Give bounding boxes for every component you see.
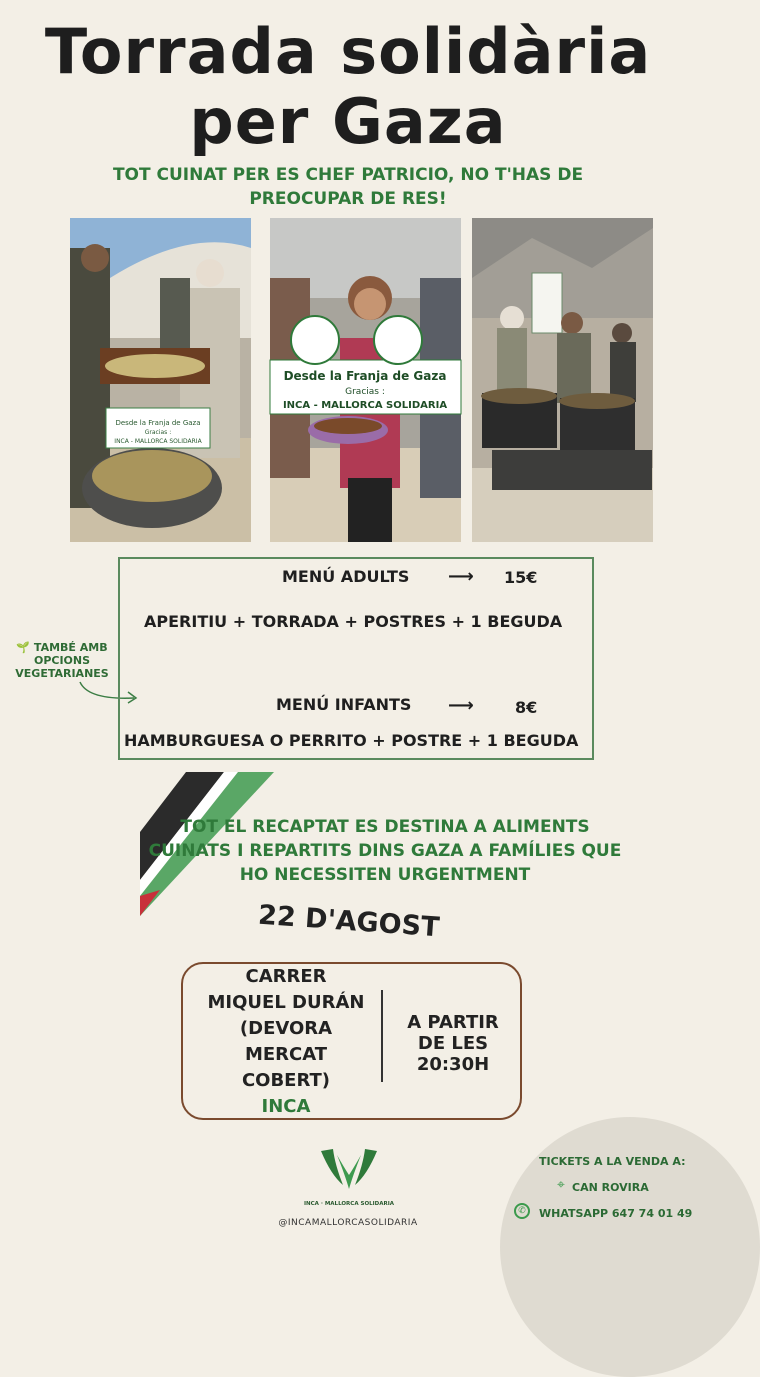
photo-pots [472,218,653,542]
address-line-1: CARRER [245,966,327,987]
photo1-sign-line1: Desde la Franja de Gaza [115,419,201,427]
tickets-heading: TICKETS A LA VENDA A: [539,1155,686,1168]
menu-adults-items: APERITIU + TORRADA + POSTRES + 1 BEGUDA [144,612,563,631]
address-line-4: MERCAT [244,1044,328,1065]
menu-kids-items: HAMBURGUESA O PERRITO + POSTRE + 1 BEGUDA [124,731,579,750]
menu-kids-price: 8€ [515,698,538,717]
tickets-whatsapp: WHATSAPP 647 74 01 49 [539,1207,693,1220]
location-pin-icon: ⌖ [557,1177,565,1193]
logo-text: INCA · MALLORCA SOLIDARIA [303,1201,395,1207]
photo2-sign-line2: Gracias : [345,387,385,397]
info-text: TOT EL RECAPTAT ES DESTINA A ALIMENTS CUINATS I REPARTITS DINS GAZA A FAMÍLIES QUE HO NECESSITEN URGENTMENT [148,817,622,885]
photo2-sign-line1: Desde la Franja de Gaza [283,369,447,383]
title-line-2: per Gaza [189,85,507,158]
title-line-1: Torrada solidària [44,15,652,88]
event-time [393,1012,513,1075]
photo1-sign-line2: Gracias : [144,429,172,436]
tickets-place: CAN ROVIRA [572,1181,649,1194]
menu-box [118,557,594,760]
vegetarian-note: 🌱 TAMBÉ AMB OPCIONS VEGETARIANES [15,641,109,680]
time-line-3: 20:30H [416,1054,490,1075]
photo1-sign-line3: INCA - MALLORCA SOLIDARIA [114,438,202,445]
address-line-2: MIQUEL DURÁN [207,992,365,1013]
time-line-1: A PARTIR [407,1012,499,1033]
location-address [190,964,382,1120]
location-divider [381,990,383,1082]
menu-adults-label: MENÚ ADULTS [282,567,410,586]
menu-adults-price: 15€ [504,568,538,587]
address-line-3: (DEVORA [239,1018,333,1039]
whatsapp-icon: ✆ [514,1203,530,1219]
time-line-2: DE LES [417,1033,489,1054]
arrow-right-icon: ⟶ [448,695,474,716]
menu-kids-label: MENÚ INFANTS [276,695,412,714]
hands-logo-icon [303,1145,395,1211]
photo-cooking [70,218,251,542]
event-date: 22 D'AGOST [257,899,441,944]
instagram-handle[interactable]: @INCAMALLORCASOLIDARIA [278,1218,418,1228]
arrow-right-icon: ⟶ [448,566,474,587]
subtitle: TOT CUINAT PER ES CHEF PATRICIO, NO T'HAS DE PREOCUPAR DE RES! [112,165,584,209]
photo-girl-sign [270,218,461,542]
address-line-5: COBERT) [241,1070,331,1091]
photo2-sign-line3: INCA - MALLORCA SOLIDARIA [282,400,448,411]
address-city: INCA [261,1096,311,1117]
